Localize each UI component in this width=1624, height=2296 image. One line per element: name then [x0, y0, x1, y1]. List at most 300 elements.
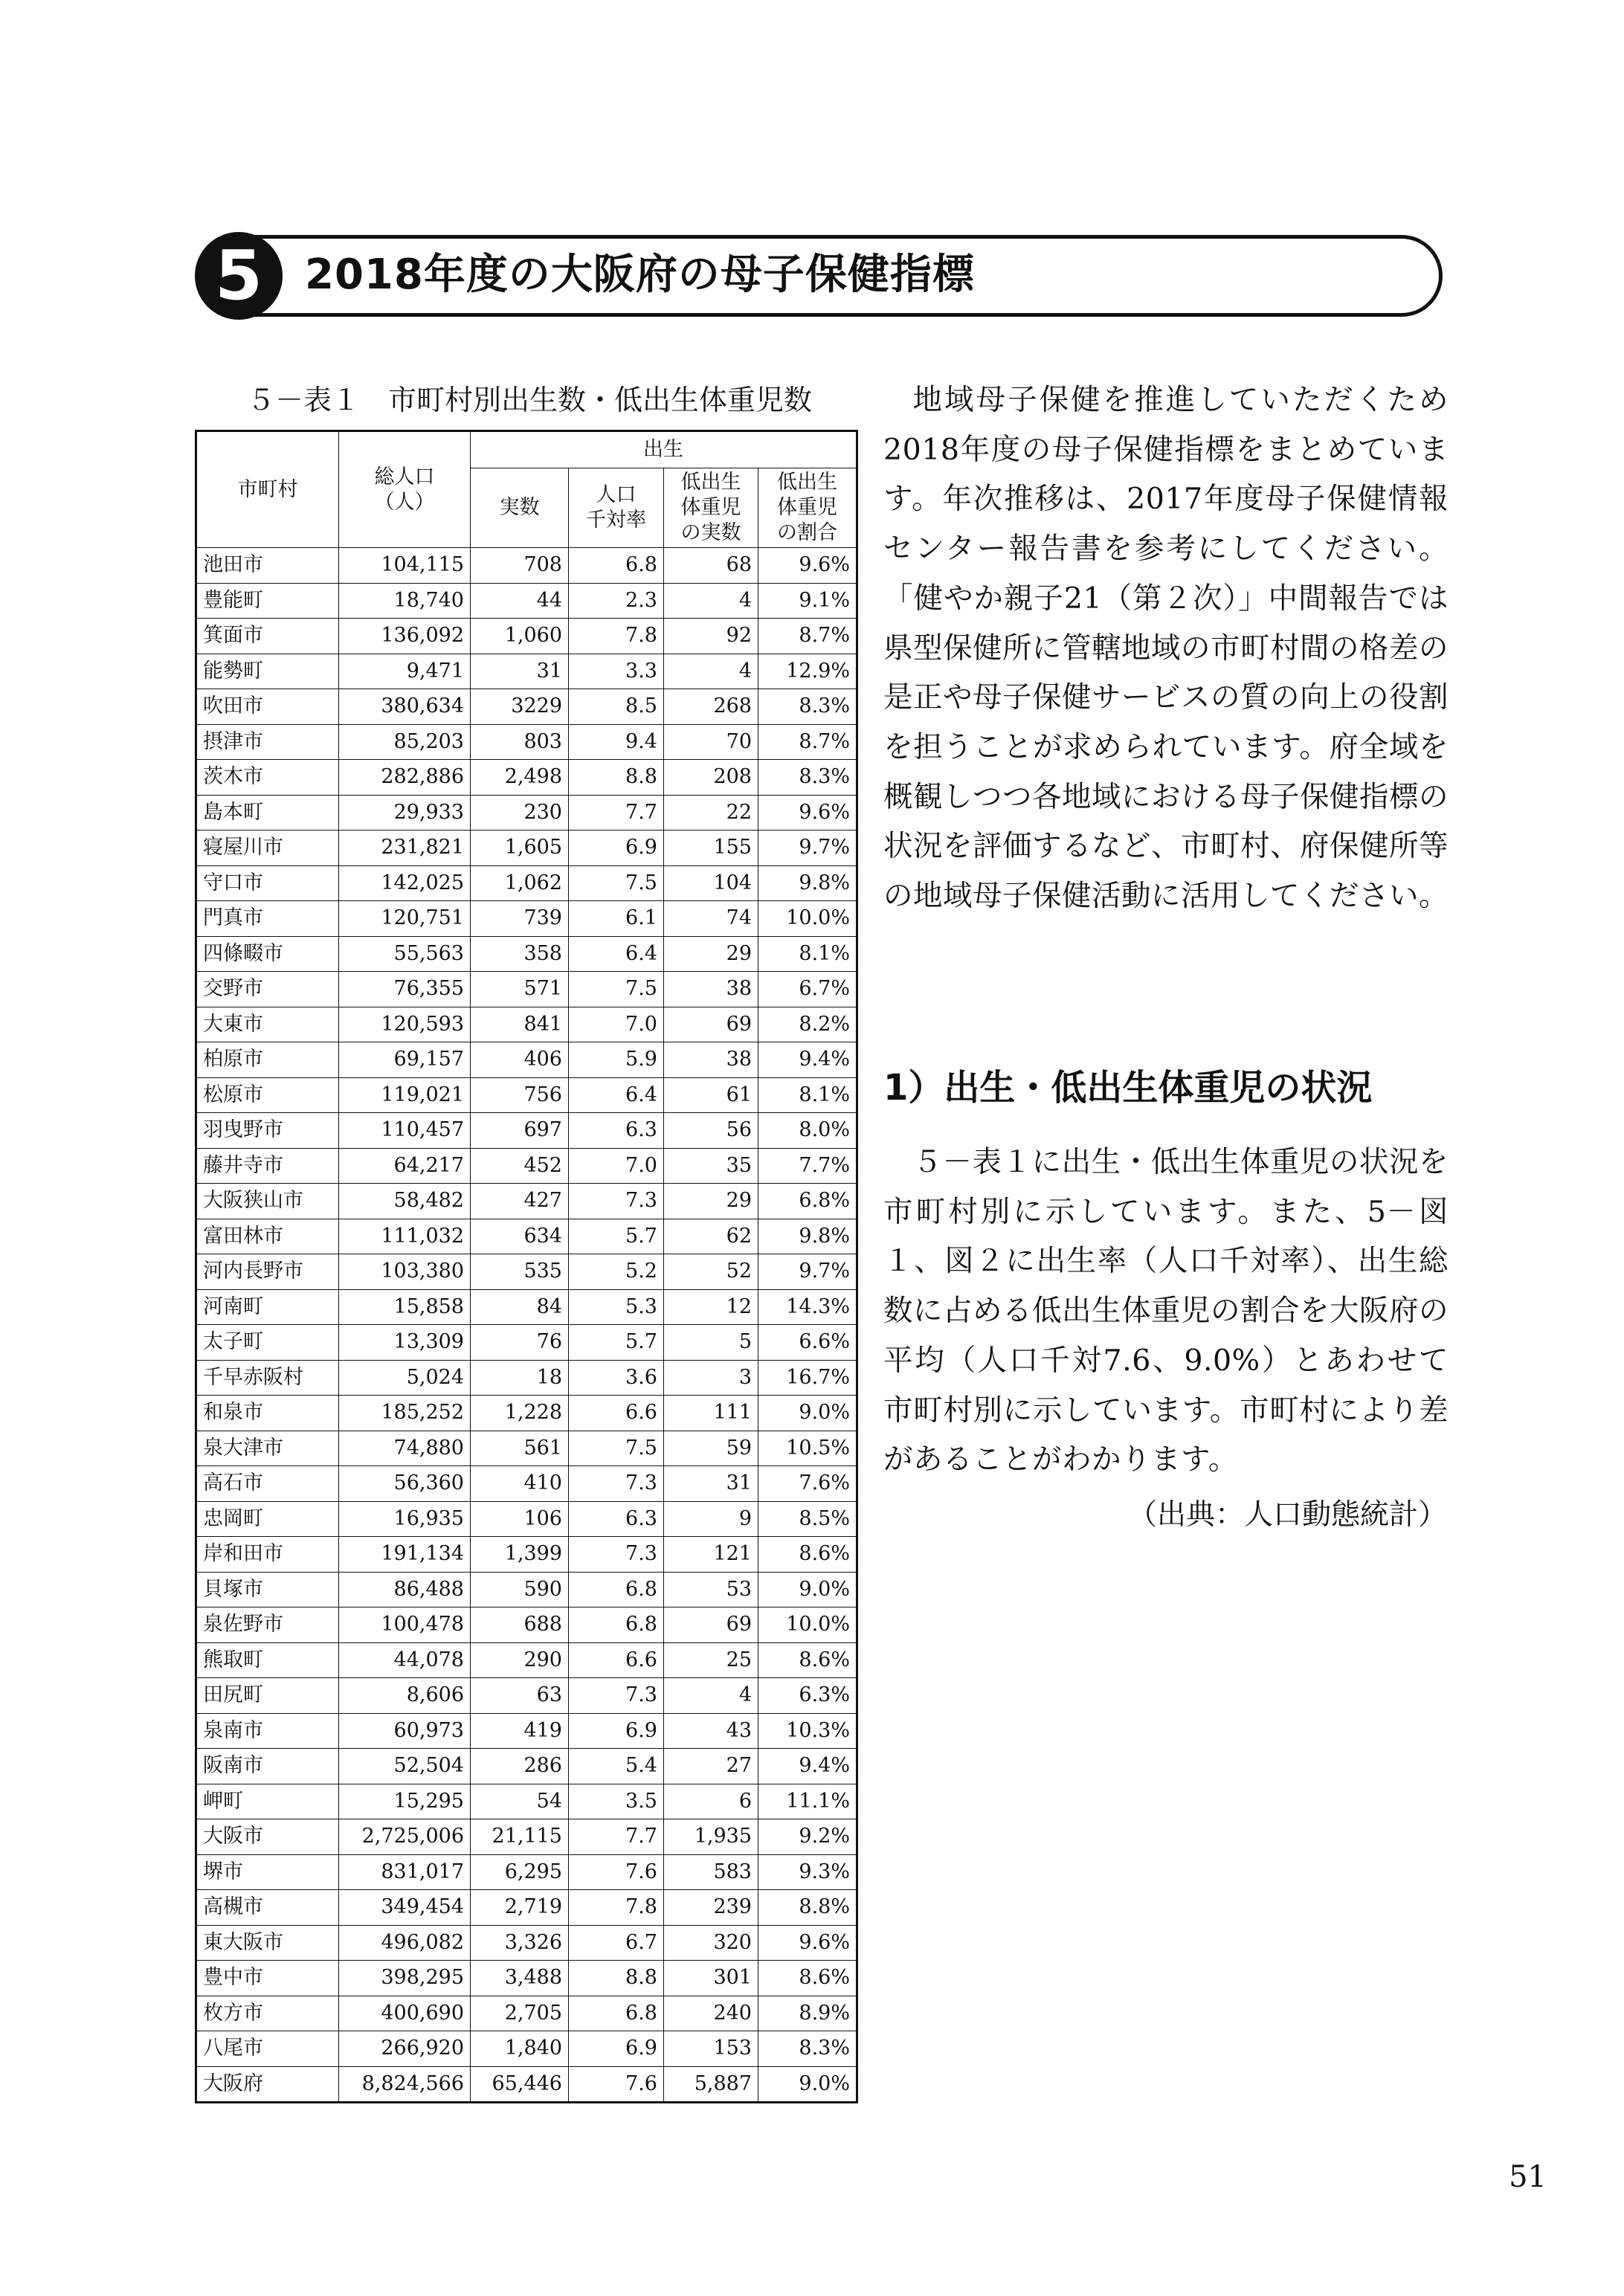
cell-rate: 6.8	[569, 548, 664, 584]
cell-lbw-count: 5,887	[664, 2066, 758, 2103]
cell-municipality: 寝屋川市	[196, 831, 339, 866]
cell-births: 419	[471, 1713, 569, 1749]
cell-population: 9,471	[339, 654, 471, 689]
cell-lbw-ratio: 8.1%	[758, 1077, 857, 1113]
cell-municipality: 箕面市	[196, 619, 339, 654]
cell-rate: 7.0	[569, 1148, 664, 1184]
cell-births: 358	[471, 936, 569, 972]
header-births-group: 出生	[471, 431, 857, 468]
cell-rate: 7.3	[569, 1678, 664, 1714]
table-row	[196, 1890, 857, 1926]
cell-rate: 7.8	[569, 619, 664, 654]
cell-lbw-count: 111	[664, 1396, 758, 1431]
cell-municipality: 貝塚市	[196, 1572, 339, 1607]
cell-population: 2,725,006	[339, 1819, 471, 1855]
cell-municipality: 守口市	[196, 865, 339, 901]
cell-lbw-count: 38	[664, 972, 758, 1007]
table-body	[196, 548, 857, 2103]
cell-rate: 7.5	[569, 972, 664, 1007]
cell-births: 3229	[471, 689, 569, 725]
cell-lbw-count: 153	[664, 2031, 758, 2067]
cell-municipality: 大阪市	[196, 1819, 339, 1855]
cell-births: 697	[471, 1113, 569, 1149]
table-caption: ５－表１ 市町村別出生数・低出生体重児数	[246, 384, 812, 416]
cell-population: 8,824,566	[339, 2066, 471, 2103]
cell-lbw-ratio: 9.3%	[758, 1854, 857, 1890]
cell-births: 427	[471, 1184, 569, 1219]
cell-lbw-ratio: 8.9%	[758, 1996, 857, 2031]
cell-lbw-count: 12	[664, 1289, 758, 1325]
cell-rate: 8.8	[569, 1961, 664, 1996]
cell-rate: 7.7	[569, 1819, 664, 1855]
cell-population: 60,973	[339, 1713, 471, 1749]
cell-population: 104,115	[339, 548, 471, 584]
cell-lbw-ratio: 8.6%	[758, 1961, 857, 1996]
cell-population: 44,078	[339, 1642, 471, 1678]
cell-births: 688	[471, 1607, 569, 1643]
cell-population: 120,751	[339, 901, 471, 937]
cell-municipality: 太子町	[196, 1325, 339, 1361]
intro-paragraph: 地域母子保健を推進していただくため2018年度の母子保健指標をまとめています。年次推移は、2017年度母子保健情報センター報告書を参考にしてください。「健やか親子21（第２次）」中間報告では県型保健所に管轄地域の市町村間の格差の是正や母子保健サービスの質の向上の役割を担うことが求められています。府全域を概観しつつ各地域における母子保健指標の状況を評価するなど、市町村、府保健所等の地域母子保健活動に活用してください。	[883, 383, 1449, 914]
cell-municipality: 岬町	[196, 1784, 339, 1819]
header-births: 実数	[471, 468, 569, 548]
cell-municipality: 田尻町	[196, 1678, 339, 1714]
cell-lbw-count: 268	[664, 689, 758, 725]
cell-lbw-ratio: 9.4%	[758, 1042, 857, 1078]
cell-rate: 6.8	[569, 1996, 664, 2031]
cell-lbw-count: 29	[664, 1184, 758, 1219]
subsection-paragraph: ５－表１に出生・低出生体重児の状況を市町村別に示しています。また、5－図１、図２に出生率（人口千対率）、出生総数に占める低出生体重児の割合を大阪府の平均（人口千対7.6、9.0%）とあわせて市町村別に示しています。市町村により差があることがわかります。	[883, 1145, 1449, 1477]
cell-municipality: 松原市	[196, 1077, 339, 1113]
cell-municipality: 泉大津市	[196, 1431, 339, 1466]
cell-population: 52,504	[339, 1749, 471, 1784]
section-title: 2018年度の大阪府の母子保健指標	[305, 251, 975, 299]
cell-population: 191,134	[339, 1537, 471, 1573]
table-row	[196, 1642, 857, 1678]
cell-lbw-ratio: 8.7%	[758, 619, 857, 654]
cell-births: 76	[471, 1325, 569, 1361]
cell-lbw-count: 69	[664, 1007, 758, 1042]
cell-lbw-count: 29	[664, 936, 758, 972]
cell-lbw-ratio: 8.6%	[758, 1537, 857, 1573]
cell-lbw-count: 239	[664, 1890, 758, 1926]
table-row	[196, 760, 857, 796]
cell-lbw-ratio: 9.6%	[758, 548, 857, 584]
cell-lbw-count: 121	[664, 1537, 758, 1573]
cell-births: 590	[471, 1572, 569, 1607]
cell-births: 452	[471, 1148, 569, 1184]
cell-births: 2,719	[471, 1890, 569, 1926]
cell-rate: 8.5	[569, 689, 664, 725]
cell-births: 571	[471, 972, 569, 1007]
table-row	[196, 2066, 857, 2103]
cell-population: 86,488	[339, 1572, 471, 1607]
cell-municipality: 高槻市	[196, 1890, 339, 1926]
cell-municipality: 河南町	[196, 1289, 339, 1325]
table-row	[196, 583, 857, 619]
cell-municipality: 千早赤阪村	[196, 1360, 339, 1396]
cell-lbw-count: 25	[664, 1642, 758, 1678]
table-row	[196, 1749, 857, 1784]
cell-births: 1,399	[471, 1537, 569, 1573]
cell-rate: 6.1	[569, 901, 664, 937]
cell-rate: 6.9	[569, 2031, 664, 2067]
cell-lbw-ratio: 8.8%	[758, 1890, 857, 1926]
cell-lbw-count: 155	[664, 831, 758, 866]
cell-population: 29,933	[339, 795, 471, 831]
cell-births: 3,488	[471, 1961, 569, 1996]
cell-lbw-count: 59	[664, 1431, 758, 1466]
table-row	[196, 936, 857, 972]
table-row	[196, 1254, 857, 1290]
table-row	[196, 1996, 857, 2031]
table-row	[196, 1219, 857, 1254]
cell-lbw-ratio: 9.4%	[758, 1749, 857, 1784]
cell-lbw-ratio: 16.7%	[758, 1360, 857, 1396]
cell-rate: 7.6	[569, 2066, 664, 2103]
cell-municipality: 枚方市	[196, 1996, 339, 2031]
cell-lbw-count: 68	[664, 548, 758, 584]
table-row	[196, 1325, 857, 1361]
cell-rate: 6.3	[569, 1113, 664, 1149]
cell-lbw-ratio: 9.7%	[758, 1254, 857, 1290]
cell-births: 1,840	[471, 2031, 569, 2067]
table-row	[196, 1148, 857, 1184]
cell-lbw-count: 208	[664, 760, 758, 796]
cell-lbw-ratio: 9.0%	[758, 2066, 857, 2103]
cell-municipality: 忠岡町	[196, 1501, 339, 1537]
table-row	[196, 724, 857, 760]
cell-population: 64,217	[339, 1148, 471, 1184]
table-row	[196, 1854, 857, 1890]
cell-births: 756	[471, 1077, 569, 1113]
cell-municipality: 河内長野市	[196, 1254, 339, 1290]
table-row	[196, 831, 857, 866]
cell-lbw-ratio: 6.3%	[758, 1678, 857, 1714]
table-row	[196, 689, 857, 725]
cell-rate: 6.7	[569, 1925, 664, 1961]
cell-lbw-ratio: 10.0%	[758, 901, 857, 937]
table-row	[196, 1572, 857, 1607]
cell-births: 1,062	[471, 865, 569, 901]
cell-lbw-ratio: 9.6%	[758, 795, 857, 831]
cell-rate: 6.8	[569, 1572, 664, 1607]
cell-births: 54	[471, 1784, 569, 1819]
cell-population: 69,157	[339, 1042, 471, 1078]
cell-births: 230	[471, 795, 569, 831]
cell-population: 380,634	[339, 689, 471, 725]
cell-lbw-count: 74	[664, 901, 758, 937]
cell-municipality: 池田市	[196, 548, 339, 584]
cell-lbw-ratio: 6.6%	[758, 1325, 857, 1361]
cell-rate: 6.9	[569, 831, 664, 866]
cell-lbw-ratio: 8.3%	[758, 2031, 857, 2067]
table-row	[196, 1042, 857, 1078]
cell-municipality: 茨木市	[196, 760, 339, 796]
cell-rate: 6.9	[569, 1713, 664, 1749]
cell-rate: 3.6	[569, 1360, 664, 1396]
cell-population: 119,021	[339, 1077, 471, 1113]
cell-births: 290	[471, 1642, 569, 1678]
cell-municipality: 和泉市	[196, 1396, 339, 1431]
cell-lbw-count: 104	[664, 865, 758, 901]
cell-municipality: 交野市	[196, 972, 339, 1007]
cell-rate: 5.3	[569, 1289, 664, 1325]
cell-lbw-ratio: 12.9%	[758, 654, 857, 689]
table-row	[196, 795, 857, 831]
cell-births: 6,295	[471, 1854, 569, 1890]
cell-births: 2,498	[471, 760, 569, 796]
cell-municipality: 島本町	[196, 795, 339, 831]
cell-rate: 5.7	[569, 1325, 664, 1361]
cell-lbw-ratio: 9.0%	[758, 1572, 857, 1607]
table-row	[196, 1537, 857, 1573]
cell-population: 74,880	[339, 1431, 471, 1466]
header-lbw-ratio: 低出生 体重児 の割合	[758, 468, 857, 548]
cell-lbw-ratio: 9.2%	[758, 1819, 857, 1855]
cell-births: 84	[471, 1289, 569, 1325]
table-row	[196, 1784, 857, 1819]
cell-lbw-count: 4	[664, 583, 758, 619]
table-row	[196, 1113, 857, 1149]
cell-lbw-count: 53	[664, 1572, 758, 1607]
cell-population: 100,478	[339, 1607, 471, 1643]
cell-births: 841	[471, 1007, 569, 1042]
cell-municipality: 門真市	[196, 901, 339, 937]
cell-births: 106	[471, 1501, 569, 1537]
table-row	[196, 548, 857, 584]
source-note: （出典：人口動態統計）	[1127, 1498, 1447, 1532]
table-row	[196, 901, 857, 937]
cell-lbw-ratio: 8.6%	[758, 1642, 857, 1678]
cell-population: 18,740	[339, 583, 471, 619]
table-row	[196, 619, 857, 654]
cell-lbw-ratio: 10.0%	[758, 1607, 857, 1643]
cell-lbw-count: 240	[664, 1996, 758, 2031]
cell-municipality: 摂津市	[196, 724, 339, 760]
cell-population: 56,360	[339, 1466, 471, 1502]
table-row	[196, 1501, 857, 1537]
cell-lbw-count: 31	[664, 1466, 758, 1502]
cell-rate: 7.6	[569, 1854, 664, 1890]
cell-births: 1,605	[471, 831, 569, 866]
cell-lbw-count: 35	[664, 1148, 758, 1184]
table-row	[196, 1077, 857, 1113]
cell-population: 400,690	[339, 1996, 471, 2031]
cell-rate: 6.4	[569, 1077, 664, 1113]
cell-lbw-count: 62	[664, 1219, 758, 1254]
cell-births: 739	[471, 901, 569, 937]
table-row	[196, 1925, 857, 1961]
cell-births: 63	[471, 1678, 569, 1714]
cell-lbw-count: 61	[664, 1077, 758, 1113]
cell-lbw-count: 43	[664, 1713, 758, 1749]
cell-rate: 6.8	[569, 1607, 664, 1643]
cell-births: 406	[471, 1042, 569, 1078]
cell-population: 58,482	[339, 1184, 471, 1219]
cell-municipality: 羽曳野市	[196, 1113, 339, 1149]
cell-births: 803	[471, 724, 569, 760]
cell-lbw-count: 6	[664, 1784, 758, 1819]
cell-rate: 7.5	[569, 1431, 664, 1466]
cell-population: 282,886	[339, 760, 471, 796]
cell-lbw-count: 583	[664, 1854, 758, 1890]
cell-births: 2,705	[471, 1996, 569, 2031]
cell-lbw-count: 320	[664, 1925, 758, 1961]
table-row	[196, 1678, 857, 1714]
cell-lbw-ratio: 9.1%	[758, 583, 857, 619]
table-row	[196, 1184, 857, 1219]
cell-municipality: 泉南市	[196, 1713, 339, 1749]
cell-population: 142,025	[339, 865, 471, 901]
cell-municipality: 吹田市	[196, 689, 339, 725]
cell-lbw-count: 5	[664, 1325, 758, 1361]
cell-rate: 8.8	[569, 760, 664, 796]
cell-lbw-count: 56	[664, 1113, 758, 1149]
cell-rate: 7.3	[569, 1537, 664, 1573]
cell-lbw-count: 4	[664, 654, 758, 689]
cell-lbw-count: 70	[664, 724, 758, 760]
cell-municipality: 泉佐野市	[196, 1607, 339, 1643]
cell-municipality: 堺市	[196, 1854, 339, 1890]
cell-lbw-ratio: 7.7%	[758, 1148, 857, 1184]
table-row	[196, 1396, 857, 1431]
table-row	[196, 1360, 857, 1396]
cell-births: 44	[471, 583, 569, 619]
table-row	[196, 2031, 857, 2067]
cell-population: 5,024	[339, 1360, 471, 1396]
cell-lbw-count: 1,935	[664, 1819, 758, 1855]
cell-lbw-count: 22	[664, 795, 758, 831]
cell-lbw-ratio: 10.3%	[758, 1713, 857, 1749]
cell-lbw-count: 38	[664, 1042, 758, 1078]
cell-municipality: 東大阪市	[196, 1925, 339, 1961]
section-number-badge: 5	[195, 232, 283, 320]
cell-births: 65,446	[471, 2066, 569, 2103]
cell-lbw-count: 4	[664, 1678, 758, 1714]
table-row	[196, 1819, 857, 1855]
cell-lbw-ratio: 8.1%	[758, 936, 857, 972]
cell-municipality: 豊中市	[196, 1961, 339, 1996]
cell-births: 410	[471, 1466, 569, 1502]
cell-municipality: 柏原市	[196, 1042, 339, 1078]
cell-rate: 3.5	[569, 1784, 664, 1819]
cell-population: 16,935	[339, 1501, 471, 1537]
cell-municipality: 豊能町	[196, 583, 339, 619]
cell-population: 111,032	[339, 1219, 471, 1254]
cell-births: 708	[471, 548, 569, 584]
cell-population: 496,082	[339, 1925, 471, 1961]
births-table	[195, 430, 858, 2103]
cell-municipality: 富田林市	[196, 1219, 339, 1254]
cell-lbw-ratio: 8.0%	[758, 1113, 857, 1149]
cell-population: 110,457	[339, 1113, 471, 1149]
cell-population: 8,606	[339, 1678, 471, 1714]
cell-rate: 5.7	[569, 1219, 664, 1254]
cell-rate: 5.4	[569, 1749, 664, 1784]
cell-births: 1,060	[471, 619, 569, 654]
cell-rate: 9.4	[569, 724, 664, 760]
cell-births: 21,115	[471, 1819, 569, 1855]
cell-rate: 7.3	[569, 1184, 664, 1219]
table-row	[196, 1431, 857, 1466]
cell-lbw-ratio: 8.2%	[758, 1007, 857, 1042]
cell-lbw-ratio: 9.6%	[758, 1925, 857, 1961]
cell-lbw-count: 52	[664, 1254, 758, 1290]
cell-lbw-ratio: 10.5%	[758, 1431, 857, 1466]
cell-population: 398,295	[339, 1961, 471, 1996]
cell-rate: 7.0	[569, 1007, 664, 1042]
cell-municipality: 岸和田市	[196, 1537, 339, 1573]
cell-lbw-ratio: 7.6%	[758, 1466, 857, 1502]
cell-population: 76,355	[339, 972, 471, 1007]
cell-population: 15,295	[339, 1784, 471, 1819]
cell-lbw-count: 69	[664, 1607, 758, 1643]
cell-rate: 6.6	[569, 1396, 664, 1431]
cell-lbw-ratio: 9.8%	[758, 1219, 857, 1254]
subsection-heading: 1）出生・低出生体重児の状況	[883, 1067, 1373, 1109]
cell-population: 349,454	[339, 1890, 471, 1926]
cell-population: 13,309	[339, 1325, 471, 1361]
cell-population: 103,380	[339, 1254, 471, 1290]
cell-births: 18	[471, 1360, 569, 1396]
table-row	[196, 972, 857, 1007]
cell-births: 31	[471, 654, 569, 689]
cell-rate: 6.4	[569, 936, 664, 972]
cell-rate: 7.3	[569, 1466, 664, 1502]
table-row	[196, 865, 857, 901]
cell-population: 136,092	[339, 619, 471, 654]
cell-municipality: 四條畷市	[196, 936, 339, 972]
cell-population: 231,821	[339, 831, 471, 866]
cell-rate: 6.3	[569, 1501, 664, 1537]
cell-rate: 5.9	[569, 1042, 664, 1078]
cell-population: 15,858	[339, 1289, 471, 1325]
header-municipality: 市町村	[196, 431, 339, 548]
cell-births: 634	[471, 1219, 569, 1254]
header-lbw-count: 低出生 体重児 の実数	[664, 468, 758, 548]
table-row	[196, 1007, 857, 1042]
header-population: 総人口 （人）	[339, 431, 471, 548]
cell-lbw-ratio: 9.8%	[758, 865, 857, 901]
cell-lbw-ratio: 14.3%	[758, 1289, 857, 1325]
cell-births: 535	[471, 1254, 569, 1290]
cell-lbw-count: 92	[664, 619, 758, 654]
table-row	[196, 1713, 857, 1749]
cell-lbw-ratio: 8.3%	[758, 760, 857, 796]
page-number: 51	[1509, 2160, 1547, 2194]
cell-municipality: 能勢町	[196, 654, 339, 689]
cell-rate: 7.8	[569, 1890, 664, 1926]
cell-births: 286	[471, 1749, 569, 1784]
cell-population: 55,563	[339, 936, 471, 972]
cell-municipality: 大阪狭山市	[196, 1184, 339, 1219]
cell-municipality: 藤井寺市	[196, 1148, 339, 1184]
cell-lbw-ratio: 6.7%	[758, 972, 857, 1007]
cell-lbw-ratio: 8.5%	[758, 1501, 857, 1537]
cell-births: 561	[471, 1431, 569, 1466]
cell-population: 831,017	[339, 1854, 471, 1890]
cell-municipality: 阪南市	[196, 1749, 339, 1784]
cell-population: 266,920	[339, 2031, 471, 2067]
cell-municipality: 大阪府	[196, 2066, 339, 2103]
cell-population: 85,203	[339, 724, 471, 760]
cell-municipality: 八尾市	[196, 2031, 339, 2067]
cell-lbw-count: 301	[664, 1961, 758, 1996]
cell-lbw-ratio: 11.1%	[758, 1784, 857, 1819]
cell-rate: 2.3	[569, 583, 664, 619]
cell-municipality: 高石市	[196, 1466, 339, 1502]
